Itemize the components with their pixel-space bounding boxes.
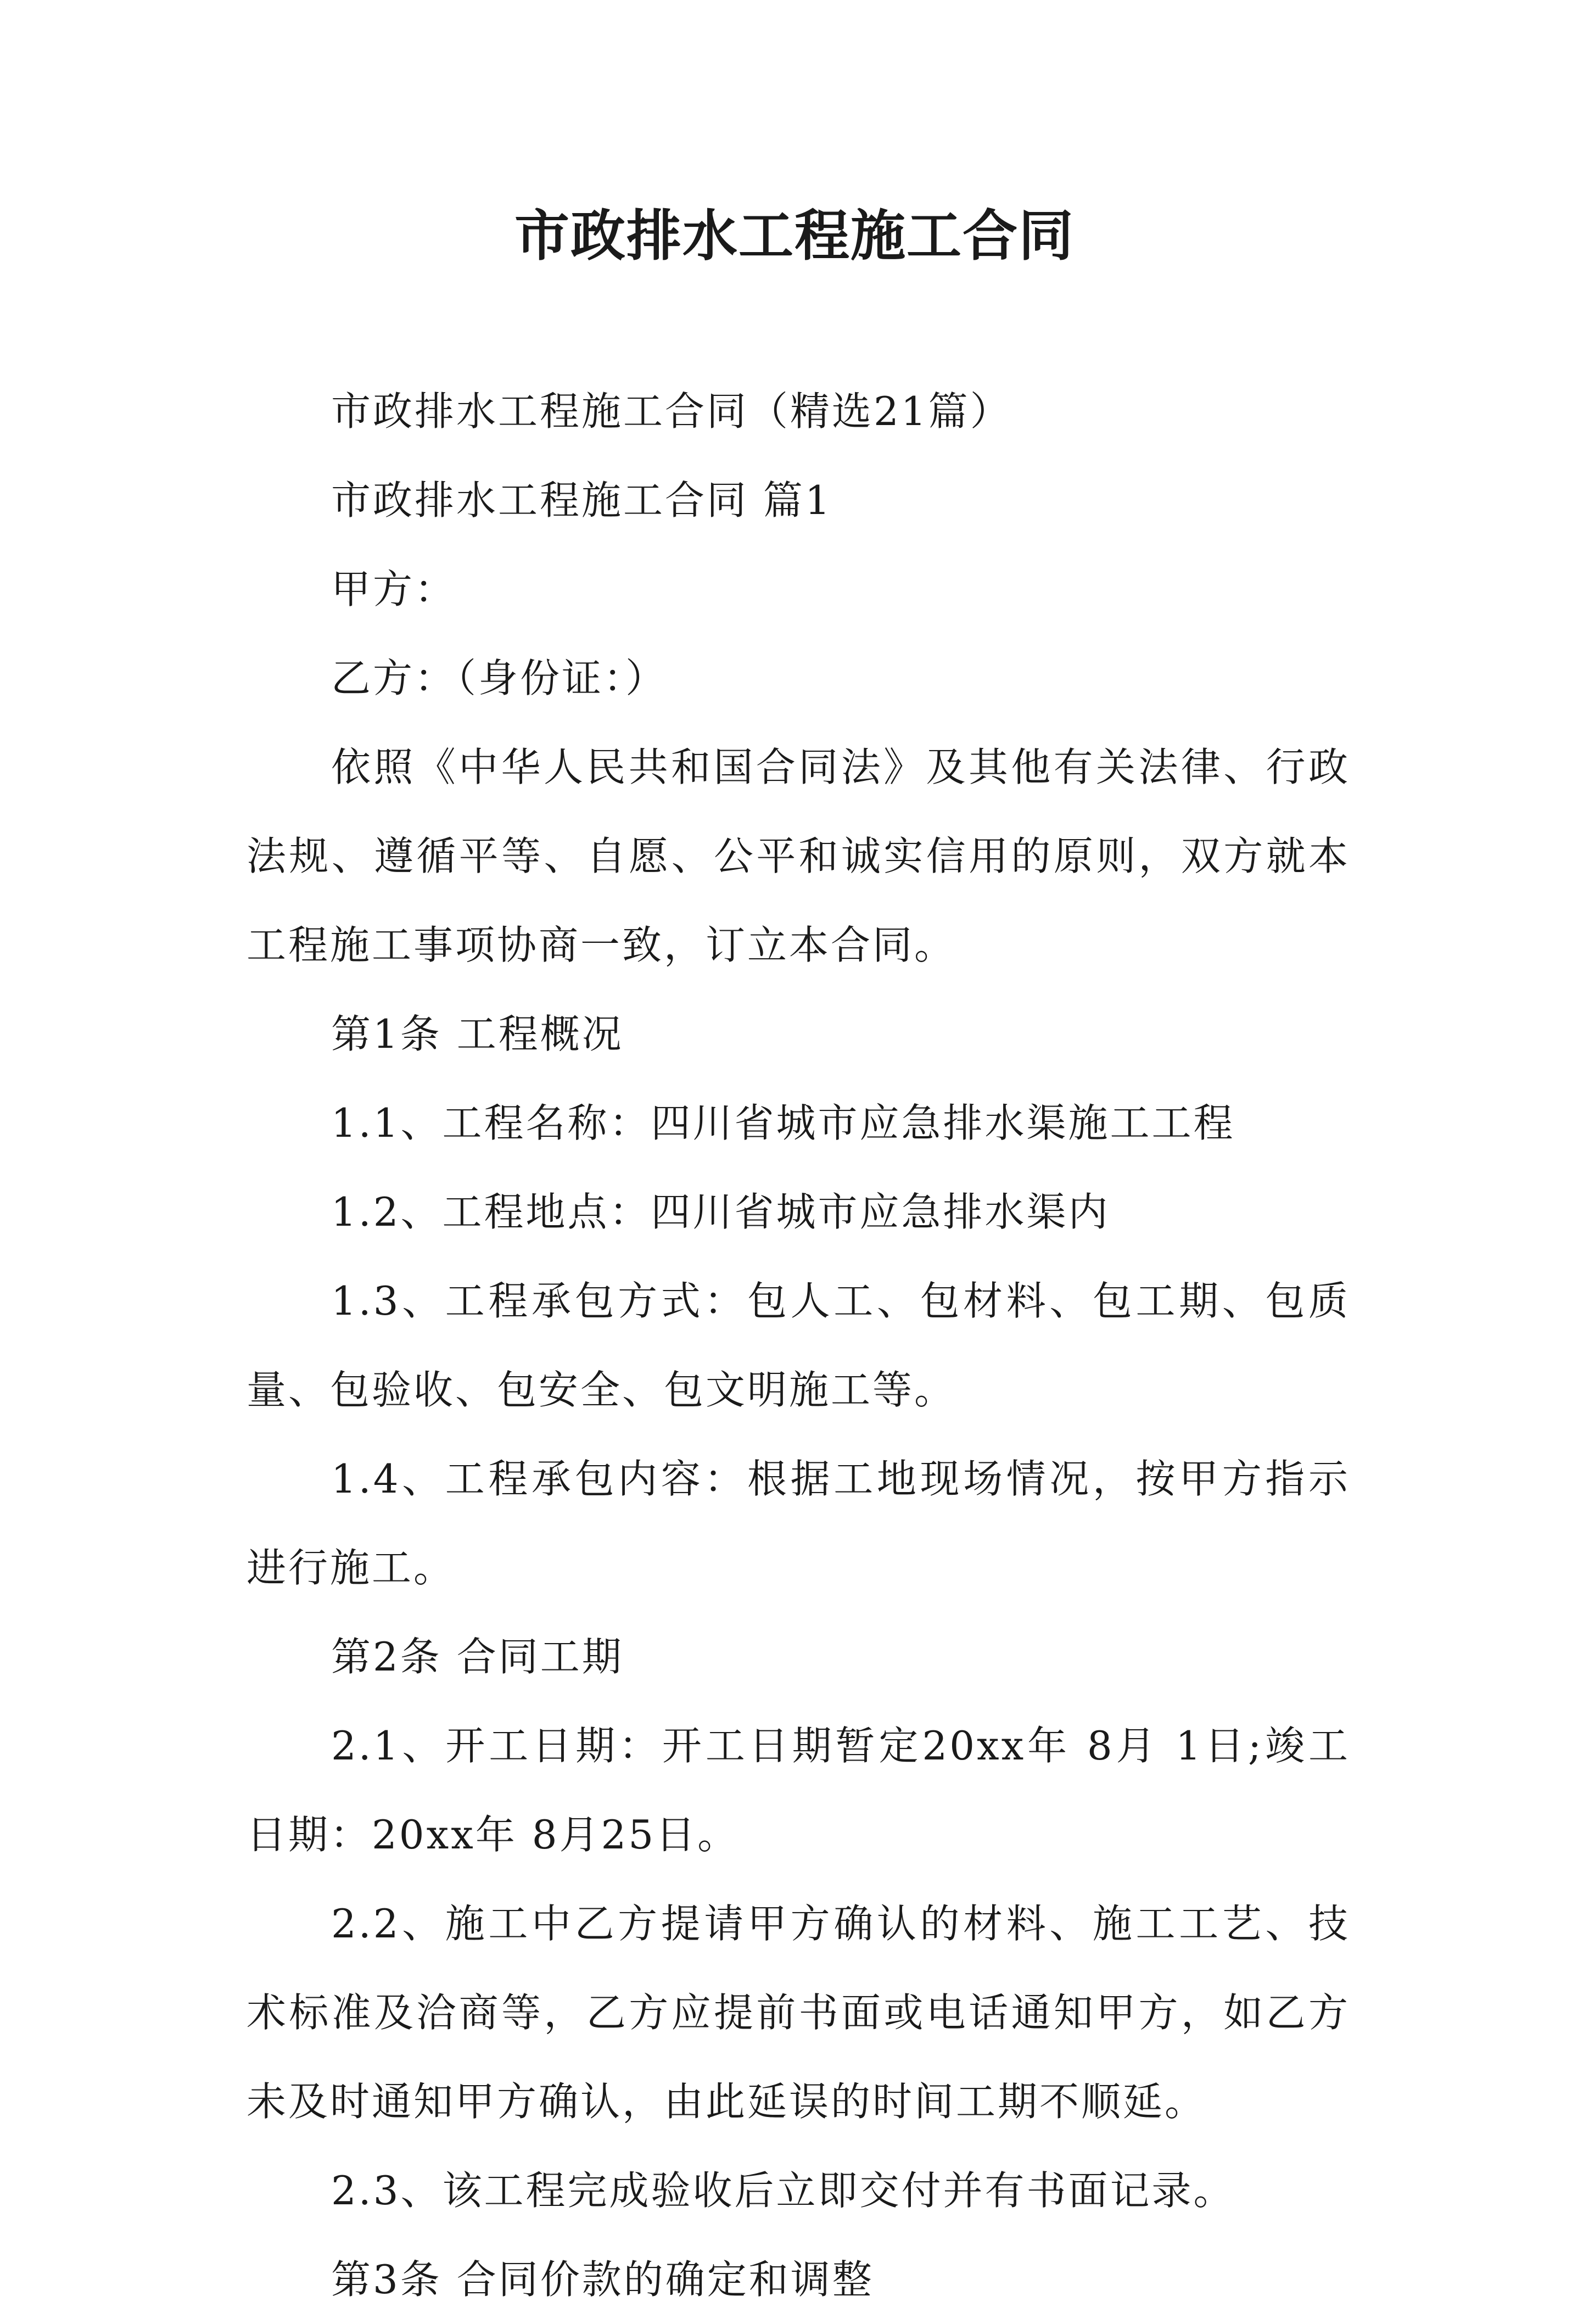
clause-2-2: 2.2、施工中乙方提请甲方确认的材料、施工工艺、技术标准及洽商等，乙方应提前书面或电话通知甲方，如乙方未及时通知甲方确认，由此延误的时间工期不顺延。 <box>247 1901 1350 2125</box>
article-2-heading: 第2条 合同工期 <box>331 1634 624 1680</box>
clause-1-1: 1.1、工程名称：四川省城市应急排水渠施工工程 <box>331 1100 1235 1146</box>
clause-2-3: 2.3、该工程完成验收后立即交付并有书面记录。 <box>331 2167 1235 2214</box>
party-a-line: 甲方： <box>331 566 457 612</box>
clause-1-2: 1.2、工程地点：四川省城市应急排水渠内 <box>331 1189 1110 1235</box>
document-body <box>247 367 1350 2324</box>
clause-1-4: 1.4、工程承包内容：根据工地现场情况，按甲方指示进行施工。 <box>247 1456 1350 1591</box>
clause-1-3: 1.3、工程承包方式：包人工、包材料、包工期、包质量、包验收、包安全、包文明施工等。 <box>247 1278 1350 1413</box>
section-heading-part1: 市政排水工程施工合同 篇1 <box>331 477 832 523</box>
preamble-paragraph: 依照《中华人民共和国合同法》及其他有关法律、行政法规、遵循平等、自愿、公平和诚实信用的原则，双方就本工程施工事项协商一致，订立本合同。 <box>247 744 1350 968</box>
article-1-heading: 第1条 工程概况 <box>331 1011 624 1057</box>
party-b-line: 乙方：（身份证：） <box>331 655 668 701</box>
document-title: 市政排水工程施工合同 <box>514 204 1075 268</box>
subtitle-line: 市政排水工程施工合同（精选21篇） <box>331 388 1012 434</box>
clause-2-1: 2.1、开工日期：开工日期暂定20xx年 8月 1日;竣工日期：20xx年 8月25日。 <box>247 1723 1350 1858</box>
article-3-heading: 第3条 合同价款的确定和调整 <box>331 2256 874 2303</box>
